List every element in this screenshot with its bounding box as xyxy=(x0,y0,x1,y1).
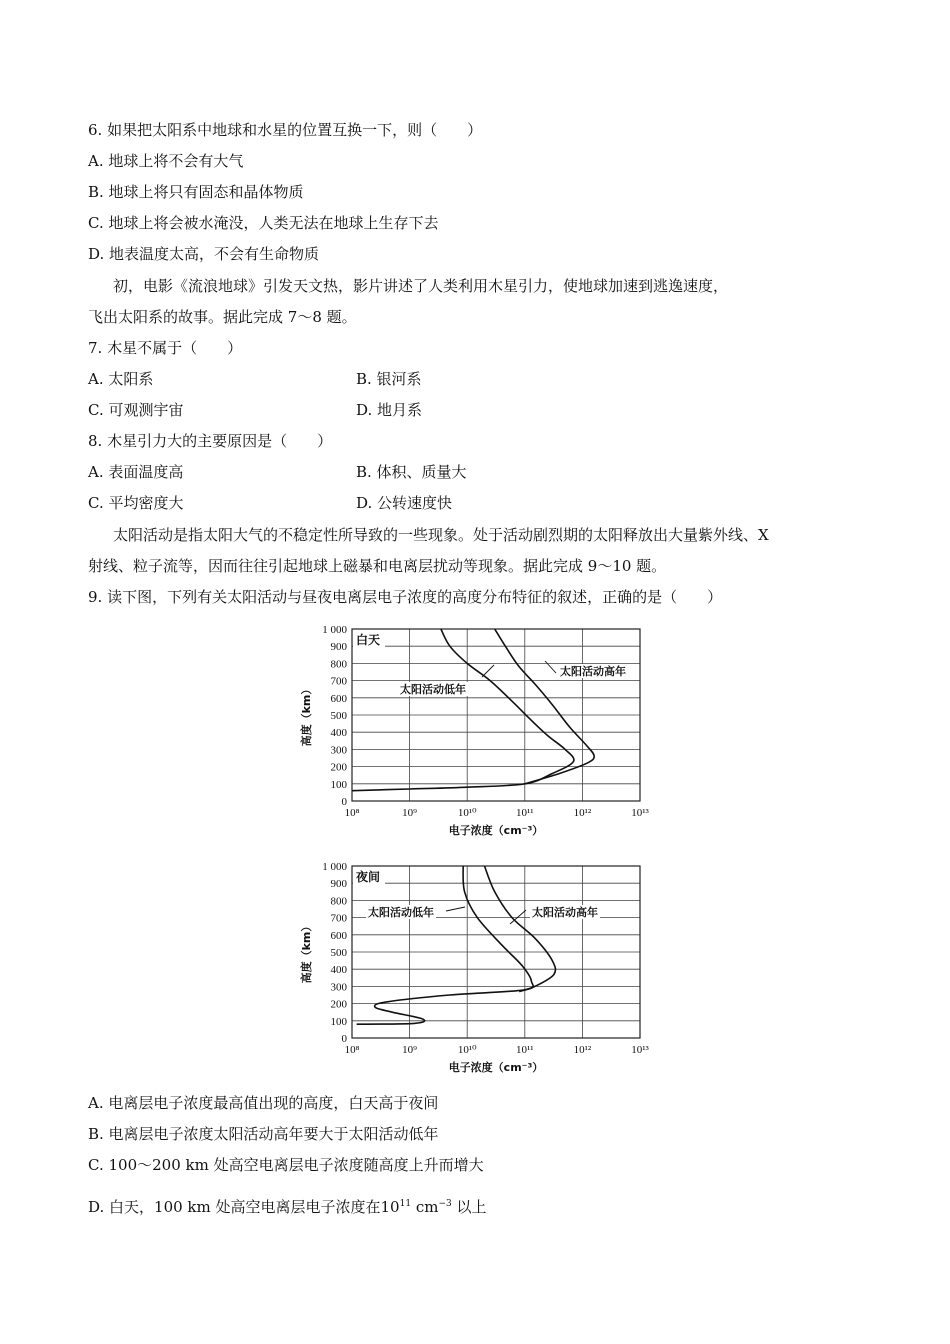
series-label: 太阳活动高年 xyxy=(532,906,598,919)
series-label: 太阳活动低年 xyxy=(368,906,434,919)
q6-option-b: B. 地球上将只有固态和晶体物质 xyxy=(88,183,304,201)
y-tick-label: 0 xyxy=(341,796,347,808)
x-tick-label: 10¹¹ xyxy=(515,1044,534,1056)
y-tick-label: 400 xyxy=(330,727,347,740)
x-axis-label: 电子浓度（cm⁻³） xyxy=(448,1061,544,1074)
y-tick-label: 500 xyxy=(330,710,347,722)
q8-option-d: D. 公转速度快 xyxy=(356,494,453,512)
q9-stem: 9. 读下图，下列有关太阳活动与昼夜电离层电子浓度的高度分布特征的叙述，正确的是（ ） xyxy=(88,588,723,606)
x-tick-label: 10⁹ xyxy=(402,807,418,819)
q7-option-a: A. 太阳系 xyxy=(88,370,154,388)
q6-option-a: A. 地球上将不会有大气 xyxy=(88,152,244,170)
passage1-line2: 飞出太阳系的故事。据此完成 7～8 题。 xyxy=(88,308,357,326)
q6-option-c: C. 地球上将会被水淹没，人类无法在地球上生存下去 xyxy=(88,214,439,232)
q9-option-d-exponent: 11 xyxy=(399,1199,412,1209)
y-tick-label: 1 000 xyxy=(322,624,347,636)
x-tick-label: 10¹³ xyxy=(631,1044,649,1056)
q9-option-b: B. 电离层电子浓度太阳活动高年要大于太阳活动低年 xyxy=(88,1125,439,1143)
x-tick-label: 10¹² xyxy=(573,1044,592,1056)
y-tick-label: 1 000 xyxy=(322,861,347,873)
q8-stem: 8. 木星引力大的主要原因是（ ） xyxy=(88,432,333,450)
x-axis-label: 电子浓度（cm⁻³） xyxy=(448,824,544,837)
series-line-low xyxy=(357,866,534,1024)
q9-option-d-suffix: 以上 xyxy=(451,1198,487,1216)
y-tick-label: 200 xyxy=(330,998,347,1011)
q9-option-d-unit-exponent: −3 xyxy=(438,1199,452,1209)
x-tick-label: 10⁸ xyxy=(344,1044,360,1056)
series-label: 太阳活动高年 xyxy=(560,665,626,678)
q7-stem: 7. 木星不属于（ ） xyxy=(88,339,243,357)
panel-title: 白天 xyxy=(356,633,381,647)
y-tick-label: 400 xyxy=(330,964,347,977)
q6-option-d: D. 地表温度太高，不会有生命物质 xyxy=(88,245,320,263)
y-tick-label: 600 xyxy=(330,692,347,705)
passage2-line1: 太阳活动是指太阳大气的不稳定性所导致的一些现象。处于活动剧烈期的太阳释放出大量紫外线、X xyxy=(113,526,769,544)
q7-option-c: C. 可观测宇宙 xyxy=(88,401,184,419)
y-tick-label: 300 xyxy=(330,744,347,757)
passage1-line1: 初，电影《流浪地球》引发天文热，影片讲述了人类利用木星引力，使地球加速到逃逸速度， xyxy=(113,277,729,295)
x-tick-label: 10⁸ xyxy=(344,807,360,819)
y-tick-label: 600 xyxy=(330,929,347,942)
q8-option-c: C. 平均密度大 xyxy=(88,494,184,512)
y-tick-label: 700 xyxy=(330,675,347,688)
series-line-high xyxy=(495,629,595,784)
y-axis-label: 高度（km） xyxy=(300,920,313,984)
q9-option-d-text: D. 白天，100 km 处高空电离层电子浓度在10 xyxy=(88,1198,400,1216)
passage2-line2: 射线、粒子流等，因而往往引起地球上磁暴和电离层扰动等现象。据此完成 9～10 题。 xyxy=(88,557,667,575)
q9-option-d-unit: cm xyxy=(411,1198,439,1216)
y-tick-label: 300 xyxy=(330,981,347,994)
q9-option-d xyxy=(88,1194,487,1217)
series-leader-line xyxy=(482,665,494,677)
series-line-high xyxy=(485,866,556,992)
series-leader-line xyxy=(545,661,556,673)
q7-option-d: D. 地月系 xyxy=(356,401,423,419)
y-tick-label: 200 xyxy=(330,761,347,774)
y-tick-label: 900 xyxy=(330,878,347,891)
x-tick-label: 10¹⁰ xyxy=(457,807,477,819)
q8-option-b: B. 体积、质量大 xyxy=(356,463,467,481)
y-tick-label: 700 xyxy=(330,912,347,925)
daytime-ionosphere-chart xyxy=(290,615,660,845)
y-tick-label: 100 xyxy=(330,778,347,791)
x-tick-label: 10⁹ xyxy=(402,1044,418,1056)
y-tick-label: 900 xyxy=(330,641,347,654)
series-leader-line xyxy=(446,907,465,911)
panel-title: 夜间 xyxy=(356,870,381,884)
x-tick-label: 10¹³ xyxy=(631,807,649,819)
y-tick-label: 100 xyxy=(330,1015,347,1028)
q7-option-b: B. 银河系 xyxy=(356,370,422,388)
y-tick-label: 0 xyxy=(341,1033,347,1045)
q9-option-a: A. 电离层电子浓度最高值出现的高度，白天高于夜间 xyxy=(88,1094,439,1112)
y-axis-label: 高度（km） xyxy=(300,683,313,747)
series-label: 太阳活动低年 xyxy=(400,683,466,696)
q6-stem: 6. 如果把太阳系中地球和水星的位置互换一下，则（ ） xyxy=(88,121,483,139)
x-tick-label: 10¹¹ xyxy=(515,807,534,819)
q8-option-a: A. 表面温度高 xyxy=(88,463,184,481)
night-ionosphere-chart xyxy=(290,852,660,1082)
x-tick-label: 10¹² xyxy=(573,807,592,819)
y-tick-label: 800 xyxy=(330,895,347,908)
y-tick-label: 800 xyxy=(330,658,347,671)
q9-option-c: C. 100～200 km 处高空电离层电子浓度随高度上升而增大 xyxy=(88,1156,484,1174)
y-tick-label: 500 xyxy=(330,947,347,959)
x-tick-label: 10¹⁰ xyxy=(457,1044,477,1056)
